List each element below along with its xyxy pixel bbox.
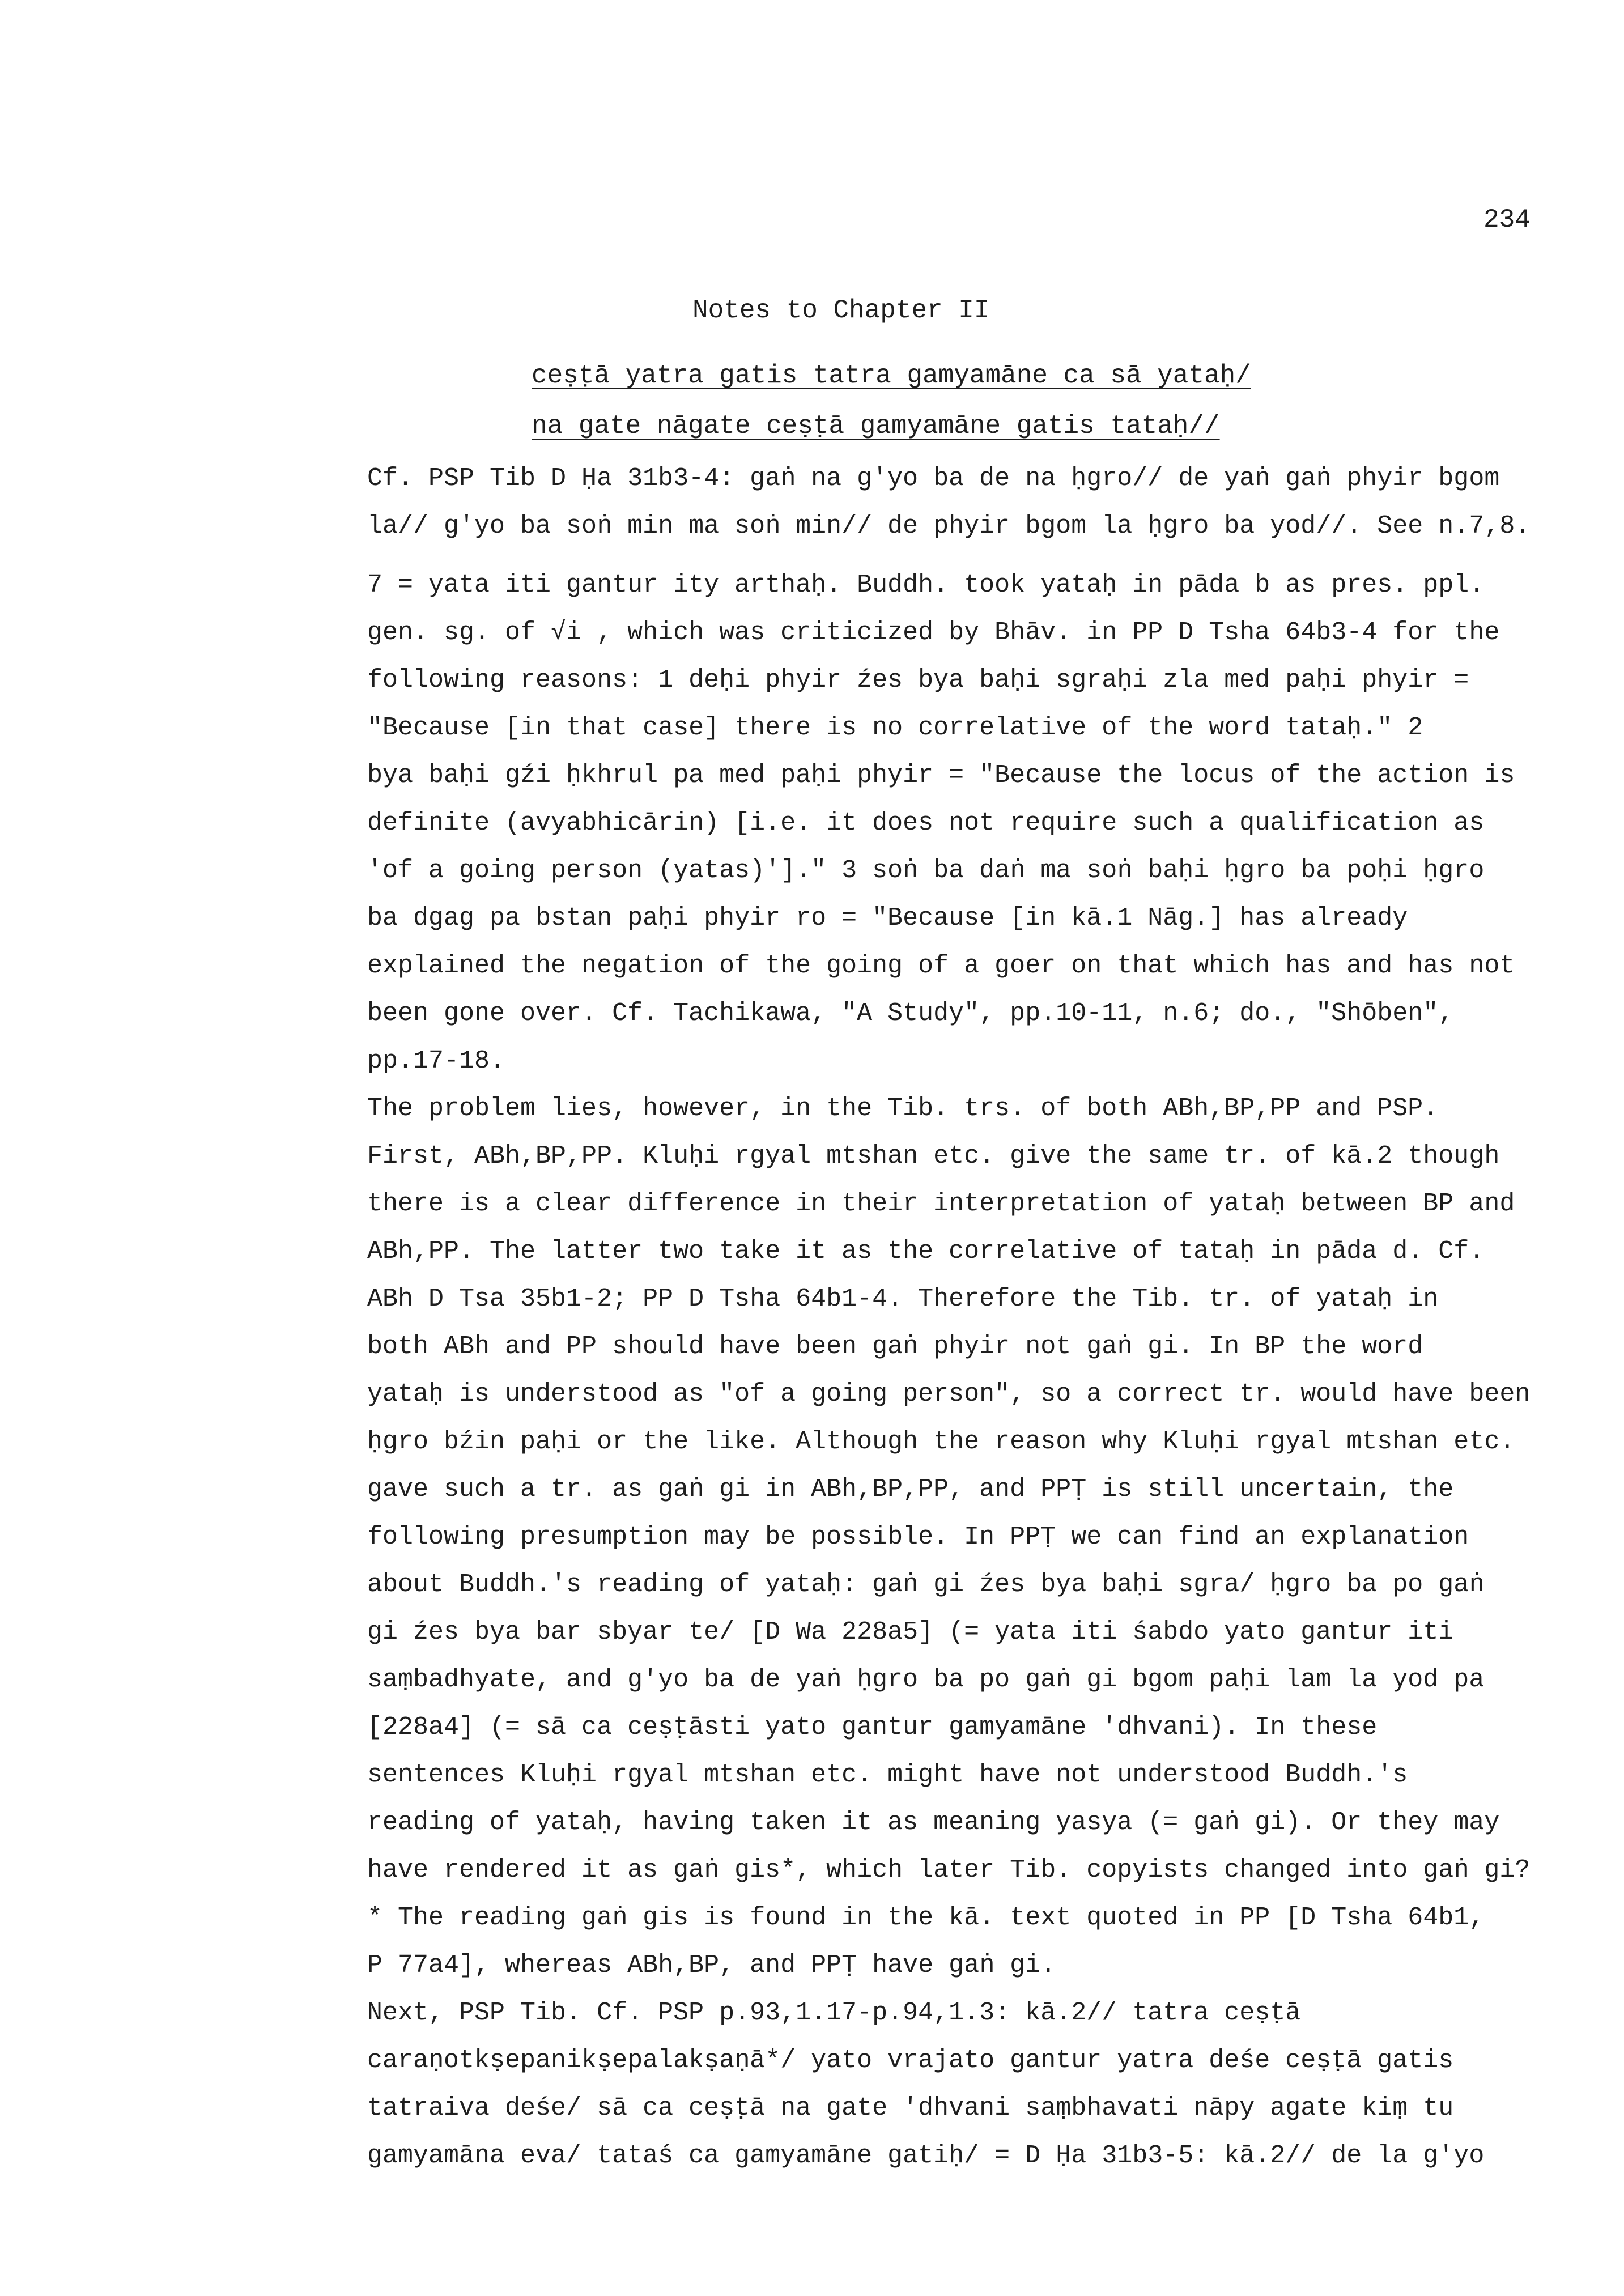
text-line: [228a4] (= sā ca ceṣṭāsti yato gantur gamyamāne 'dhvani). In these [367,1713,1378,1742]
text-line: reading of yataḥ, having taken it as meaning yasya (= gaṅ gi). Or they may [367,1808,1500,1837]
text-line: 'of a going person (yatas)']." 3 soṅ ba daṅ ma soṅ baḥi ḥgro ba poḥi ḥgro [367,856,1485,885]
text-line: bya baḥi gźi ḥkhrul pa med paḥi phyir = "Because the locus of the action is [367,761,1515,790]
text-line: The problem lies, however, in the Tib. trs. of both ABh,BP,PP and PSP. [367,1094,1439,1123]
text-line: gen. sg. of √i , which was criticized by Bhāv. in PP D Tsha 64b3-4 for the [367,618,1500,647]
text-line: saṃbadhyate, and g'yo ba de yaṅ ḥgro ba po gaṅ gi bgom paḥi lam la yod pa [367,1665,1485,1694]
text-line: following reasons: 1 deḥi phyir źes bya baḥi sgraḥi zla med paḥi phyir = [367,666,1469,695]
text-line: about Buddh.'s reading of yataḥ: gaṅ gi źes bya baḥi sgra/ ḥgro ba po gaṅ [367,1570,1485,1599]
text-line: both ABh and PP should have been gaṅ phyir not gaṅ gi. In BP the word [367,1332,1423,1361]
text-line: * The reading gaṅ gis is found in the kā. text quoted in PP [D Tsha 64b1, [367,1903,1485,1932]
verse-line: ceṣṭā yatra gatis tatra gamyamāne ca sā yataḥ/ [532,361,1251,390]
text-line: gi źes bya bar sbyar te/ [D Wa 228a5] (= yata iti śabdo yato gantur iti [367,1618,1454,1647]
page-number: 234 [1483,205,1531,235]
text-line: ḥgro bźin paḥi or the like. Although the reason why Kluḥi rgyal mtshan etc. [367,1427,1515,1456]
text-line: gamyamāna eva/ tataś ca gamyamāne gatiḥ/ = D Ḥa 31b3-5: kā.2// de la g'yo [367,2141,1485,2170]
text-line: ba dgag pa bstan paḥi phyir ro = "Because [in kā.1 Nāg.] has already [367,904,1408,933]
text-line: "Because [in that case] there is no correlative of the word tataḥ." 2 [367,713,1423,742]
chapter-title: Notes to Chapter II [692,296,990,325]
text-line: pp.17-18. [367,1047,505,1075]
text-line: yataḥ is understood as "of a going person", so a correct tr. would have been [367,1380,1531,1409]
text-line: been gone over. Cf. Tachikawa, "A Study", pp.10-11, n.6; do., "Shōben", [367,999,1454,1028]
text-line: ABh,PP. The latter two take it as the correlative of tataḥ in pāda d. Cf. [367,1237,1485,1266]
text-line: definite (avyabhicārin) [i.e. it does not require such a qualification as [367,809,1485,837]
text-line: explained the negation of the going of a goer on that which has and has not [367,951,1515,980]
text-line: 7 = yata iti gantur ity arthaḥ. Buddh. took yataḥ in pāda b as pres. ppl. [367,571,1485,599]
text-line: ABh D Tsa 35b1-2; PP D Tsha 64b1-4. Therefore the Tib. tr. of yataḥ in [367,1285,1439,1313]
text-line: Cf. PSP Tib D Ḥa 31b3-4: gaṅ na g'yo ba de na ḥgro// de yaṅ gaṅ phyir bgom [367,464,1500,493]
text-line: caraṇotkṣepanikṣepalakṣaṇā*/ yato vrajato gantur yatra deśe ceṣṭā gatis [367,2046,1454,2075]
text-line: gave such a tr. as gaṅ gi in ABh,BP,PP, and PPṬ is still uncertain, the [367,1475,1454,1504]
text-line: following presumption may be possible. In PPṬ we can find an explanation [367,1523,1469,1551]
text-line: la// g'yo ba soṅ min ma soṅ min// de phyir bgom la ḥgro ba yod//. See n.7,8. [367,512,1531,541]
verse-line: na gate nāgate ceṣṭā gamyamāne gatis tataḥ// [532,411,1220,441]
text-line: P 77a4], whereas ABh,BP, and PPṬ have gaṅ gi. [367,1951,1056,1980]
text-line: there is a clear difference in their interpretation of yataḥ between BP and [367,1189,1515,1218]
notes-body [367,455,1568,2180]
text-line: have rendered it as gaṅ gis*, which later Tib. copyists changed into gaṅ gi? [367,1856,1531,1885]
text-line: First, ABh,BP,PP. Kluḥi rgyal mtshan etc. give the same tr. of kā.2 though [367,1142,1500,1171]
text-line: sentences Kluḥi rgyal mtshan etc. might have not understood Buddh.'s [367,1761,1408,1789]
text-line: Next, PSP Tib. Cf. PSP p.93,1.17-p.94,1.3: kā.2// tatra ceṣṭā [367,1999,1301,2027]
text-line: tatraiva deśe/ sā ca ceṣṭā na gate 'dhvani saṃbhavati nāpy agate kiṃ tu [367,2094,1454,2123]
